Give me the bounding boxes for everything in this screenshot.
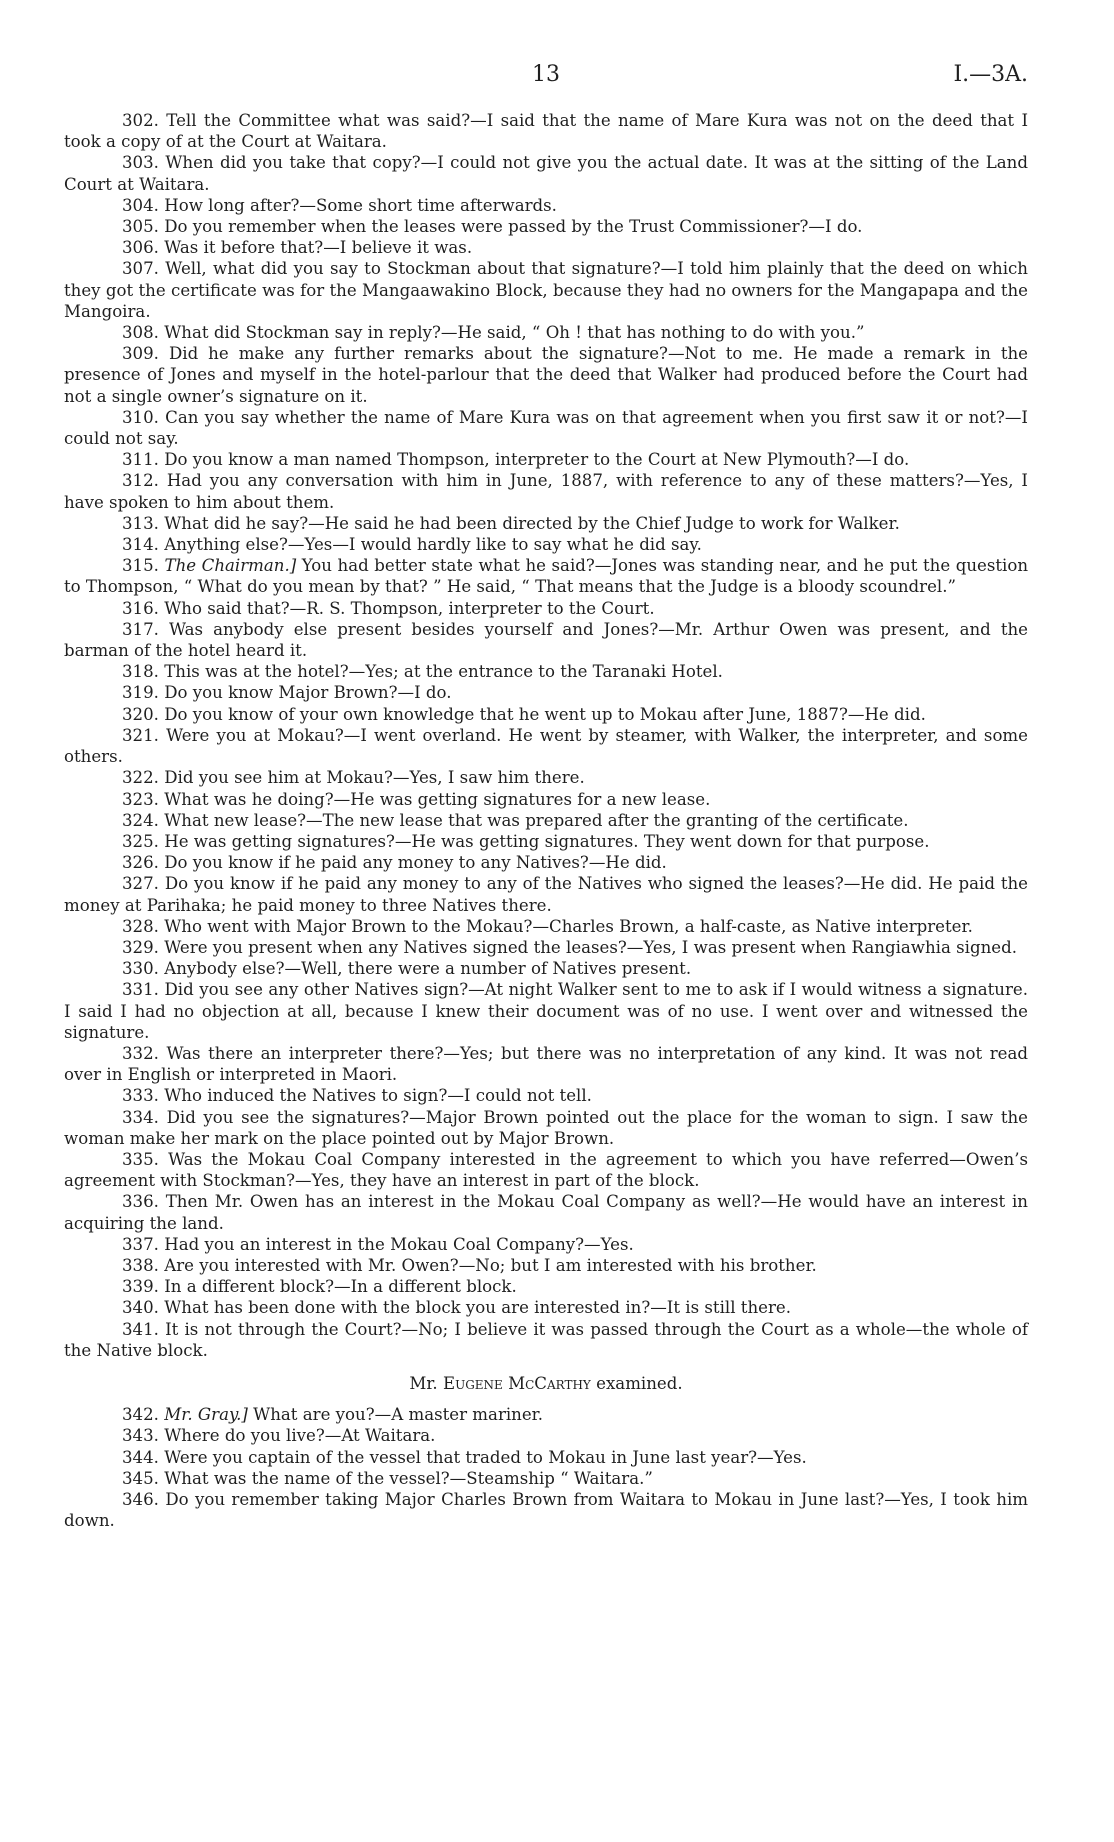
question-answer <box>64 1191 1028 1233</box>
question-number: 309. <box>122 344 159 364</box>
question-number: 342. <box>122 1405 159 1425</box>
question-answer <box>64 1107 1028 1149</box>
question-text: Who induced the Natives to sign?—I could not tell. <box>164 1086 592 1106</box>
question-text: It is not through the Court?—No; I believe it was passed through the Court as a whole—the whole of the Native block. <box>64 1319 1028 1360</box>
question-answer <box>64 258 1028 322</box>
question-number: 333. <box>122 1086 159 1106</box>
question-text: Do you know of your own knowledge that he went up to Mokau after June, 1887?—He did. <box>164 704 926 724</box>
question-number: 346. <box>122 1490 159 1509</box>
question-number: 337. <box>122 1234 159 1254</box>
question-number: 338. <box>122 1255 159 1275</box>
question-answer <box>64 873 1028 915</box>
question-text: Was it before that?—I believe it was. <box>164 238 473 258</box>
question-answer <box>64 152 1028 194</box>
question-answer <box>64 831 1028 852</box>
question-number: 307. <box>122 259 159 279</box>
witness-suffix: examined. <box>596 1373 683 1393</box>
question-number: 324. <box>122 810 159 830</box>
question-text: What are you?—A master mariner. <box>253 1405 544 1425</box>
question-number: 312. <box>122 471 159 491</box>
question-answer <box>64 1043 1028 1085</box>
question-answer <box>64 1468 1028 1489</box>
question-number: 343. <box>122 1426 159 1446</box>
question-text: Were you at Mokau?—I went overland. He went by steamer, with Walker, the interpreter, and some others. <box>64 725 1028 767</box>
question-text: Anybody else?—Well, there were a number of Natives present. <box>164 959 692 979</box>
question-text: This was at the hotel?—Yes; at the entrance to the Taranaki Hotel. <box>164 662 723 682</box>
witness-name: Eugene McCarthy <box>442 1373 591 1393</box>
question-text: Do you remember taking Major Charles Brown from Waitara to Mokau in June last?—Yes, I took him down. <box>64 1490 1028 1531</box>
question-text: He was getting signatures?—He was getting signatures. They went down for that purpose. <box>164 831 930 851</box>
question-answer <box>64 470 1028 512</box>
testimony-section-1 <box>64 110 1028 1361</box>
question-number: 325. <box>122 831 159 851</box>
question-answer <box>64 937 1028 958</box>
question-text: What was the name of the vessel?—Steamship “ Waitara.” <box>164 1468 653 1488</box>
question-answer <box>64 513 1028 534</box>
question-answer <box>64 958 1028 979</box>
question-answer <box>64 789 1028 810</box>
question-text: Was anybody else present besides yourself and Jones?—Mr. Arthur Owen was present, and the barman of the hotel heard it. <box>64 619 1029 661</box>
question-text: You had better state what he said?—Jones was standing near, and he put the question to Thompson, “ What do you mean by that? ” He said, “ That means that the Judge is a bloody scoundrel.” <box>64 556 1029 597</box>
question-number: 314. <box>122 535 159 555</box>
question-text: Was there an interpreter there?—Yes; but there was no interpretation of any kind. It was not read over in English or interpreted in Maori. <box>64 1043 1028 1085</box>
question-text: Were you present when any Natives signed the leases?—Yes, I was present when Rangiawhia signed. <box>164 937 1018 957</box>
witness-prefix: Mr. <box>409 1373 438 1393</box>
question-number: 345. <box>122 1468 159 1488</box>
question-number: 335. <box>122 1149 159 1169</box>
question-answer <box>64 916 1028 937</box>
speaker-label: Mr. Gray.] <box>164 1405 248 1425</box>
question-answer <box>64 1489 1028 1531</box>
question-answer <box>64 1255 1028 1276</box>
question-answer <box>64 979 1028 1043</box>
question-text: Are you interested with Mr. Owen?—No; but I am interested with his brother. <box>164 1255 817 1275</box>
question-number: 315. <box>122 556 159 576</box>
page-header <box>64 62 1028 102</box>
question-number: 326. <box>122 853 159 873</box>
document-code: I.—3A. <box>953 62 1028 87</box>
question-number: 327. <box>122 874 159 894</box>
question-answer <box>64 1425 1028 1446</box>
question-answer <box>64 195 1028 216</box>
question-answer <box>64 1404 1028 1425</box>
question-answer <box>64 322 1028 343</box>
question-text: Had you an interest in the Mokau Coal Company?—Yes. <box>164 1234 634 1254</box>
question-text: What has been done with the block you are interested in?—It is still there. <box>164 1298 791 1318</box>
question-answer <box>64 1297 1028 1318</box>
question-text: Well, what did you say to Stockman about that signature?—I told him plainly that the deed on which they got the certificate was for the Mangaawakino Block, because they had no owners for the Mangapapa and the Mangoira. <box>64 259 1028 321</box>
question-answer <box>64 216 1028 237</box>
question-text: Tell the Committee what was said?—I said that the name of Mare Kura was not on the deed that I took a copy of at the Court at Waitara. <box>64 111 1028 152</box>
question-text: Was the Mokau Coal Company interested in the agreement to which you have referred—Owen’s agreement with Stockman?—Yes, they have an interest in part of the block. <box>64 1149 1028 1191</box>
question-number: 336. <box>122 1192 159 1212</box>
question-text: Anything else?—Yes—I would hardly like to say what he did say. <box>164 535 702 555</box>
document-body <box>64 110 1028 1531</box>
question-number: 305. <box>122 217 159 237</box>
question-number: 328. <box>122 916 159 936</box>
question-answer <box>64 343 1028 407</box>
question-number: 320. <box>122 704 159 724</box>
question-answer <box>64 852 1028 873</box>
question-answer <box>64 767 1028 788</box>
question-number: 344. <box>122 1447 159 1467</box>
question-text: Did you see any other Natives sign?—At night Walker sent to me to ask if I would witness a signature. I said I had no objection at all, because I knew their document was of no use. I went over and witnessed the signature. <box>64 980 1029 1042</box>
question-answer <box>64 555 1028 597</box>
question-text: Do you know Major Brown?—I do. <box>164 683 452 703</box>
question-number: 306. <box>122 238 159 258</box>
question-text: In a different block?—In a different block. <box>164 1277 517 1297</box>
question-text: What new lease?—The new lease that was prepared after the granting of the certificate. <box>164 810 909 830</box>
question-answer <box>64 682 1028 703</box>
question-number: 330. <box>122 959 159 979</box>
question-answer <box>64 1149 1028 1191</box>
question-number: 311. <box>122 450 159 470</box>
question-text: Who said that?—R. S. Thompson, interpreter to the Court. <box>164 598 655 618</box>
question-text: Then Mr. Owen has an interest in the Mokau Coal Company as well?—He would have an interest in acquiring the land. <box>64 1192 1028 1233</box>
question-number: 319. <box>122 683 159 703</box>
question-text: Did he make any further remarks about the signature?—Not to me. He made a remark in the presence of Jones and myself in the hotel-parlour that the deed that Walker had produced before the Court had not a single owner’s signature on it. <box>64 344 1028 406</box>
question-number: 339. <box>122 1277 159 1297</box>
question-answer <box>64 237 1028 258</box>
question-answer <box>64 449 1028 470</box>
question-answer <box>64 534 1028 555</box>
question-text: Did you see him at Mokau?—Yes, I saw him there. <box>164 768 585 788</box>
question-number: 341. <box>122 1319 159 1339</box>
question-answer <box>64 1234 1028 1255</box>
question-text: What was he doing?—He was getting signatures for a new lease. <box>164 789 711 809</box>
question-text: Do you know if he paid any money to any Natives?—He did. <box>164 853 667 873</box>
question-number: 329. <box>122 937 159 957</box>
question-text: Were you captain of the vessel that traded to Mokau in June last year?—Yes. <box>164 1447 807 1467</box>
question-number: 332. <box>122 1043 159 1063</box>
question-number: 331. <box>122 980 159 1000</box>
question-number: 316. <box>122 598 159 618</box>
question-answer <box>64 1319 1028 1361</box>
question-text: Do you know if he paid any money to any of the Natives who signed the leases?—He did. He paid the money at Parihaka; he paid money to three Natives there. <box>64 874 1029 915</box>
question-answer <box>64 1085 1028 1106</box>
question-number: 318. <box>122 662 159 682</box>
question-text: Do you know a man named Thompson, interpreter to the Court at New Plymouth?—I do. <box>164 450 910 470</box>
question-text: Did you see the signatures?—Major Brown pointed out the place for the woman to sign. I saw the woman make her mark on the place pointed out by Major Brown. <box>64 1107 1029 1148</box>
question-text: What did Stockman say in reply?—He said, “ Oh ! that has nothing to do with you.” <box>164 323 865 343</box>
question-answer <box>64 110 1028 152</box>
question-answer <box>64 1447 1028 1468</box>
question-number: 303. <box>122 153 159 173</box>
question-answer <box>64 810 1028 831</box>
question-number: 340. <box>122 1298 159 1318</box>
question-answer <box>64 619 1028 661</box>
question-text: Where do you live?—At Waitara. <box>164 1426 436 1446</box>
question-number: 334. <box>122 1107 159 1127</box>
question-text: Do you remember when the leases were passed by the Trust Commissioner?—I do. <box>164 217 863 237</box>
page-number: 13 <box>532 62 560 87</box>
question-number: 310. <box>122 407 159 427</box>
question-answer <box>64 661 1028 682</box>
question-text: Who went with Major Brown to the Mokau?—Charles Brown, a half-caste, as Native interpreter. <box>164 916 973 936</box>
question-answer <box>64 407 1028 449</box>
question-number: 321. <box>122 725 159 745</box>
question-text: What did he say?—He said he had been directed by the Chief Judge to work for Walker. <box>164 513 900 533</box>
question-text: Can you say whether the name of Mare Kura was on that agreement when you first saw it or not?—I could not say. <box>64 407 1028 449</box>
question-number: 308. <box>122 323 159 343</box>
question-text: Had you any conversation with him in June, 1887, with reference to any of these matters?—Yes, I have spoken to him about them. <box>64 471 1028 512</box>
question-answer <box>64 1276 1028 1297</box>
question-text: How long after?—Some short time afterwards. <box>164 195 557 215</box>
question-number: 322. <box>122 768 159 788</box>
question-number: 323. <box>122 789 159 809</box>
question-answer <box>64 598 1028 619</box>
question-number: 304. <box>122 195 159 215</box>
question-number: 317. <box>122 619 159 639</box>
question-answer <box>64 704 1028 725</box>
question-number: 313. <box>122 513 159 533</box>
speaker-label: The Chairman.] <box>164 556 297 576</box>
witness-heading <box>64 1373 1028 1394</box>
question-text: When did you take that copy?—I could not give you the actual date. It was at the sitting of the Land Court at Waitara. <box>64 153 1028 194</box>
question-number: 302. <box>122 111 159 130</box>
question-answer <box>64 725 1028 767</box>
testimony-section-2 <box>64 1404 1028 1531</box>
